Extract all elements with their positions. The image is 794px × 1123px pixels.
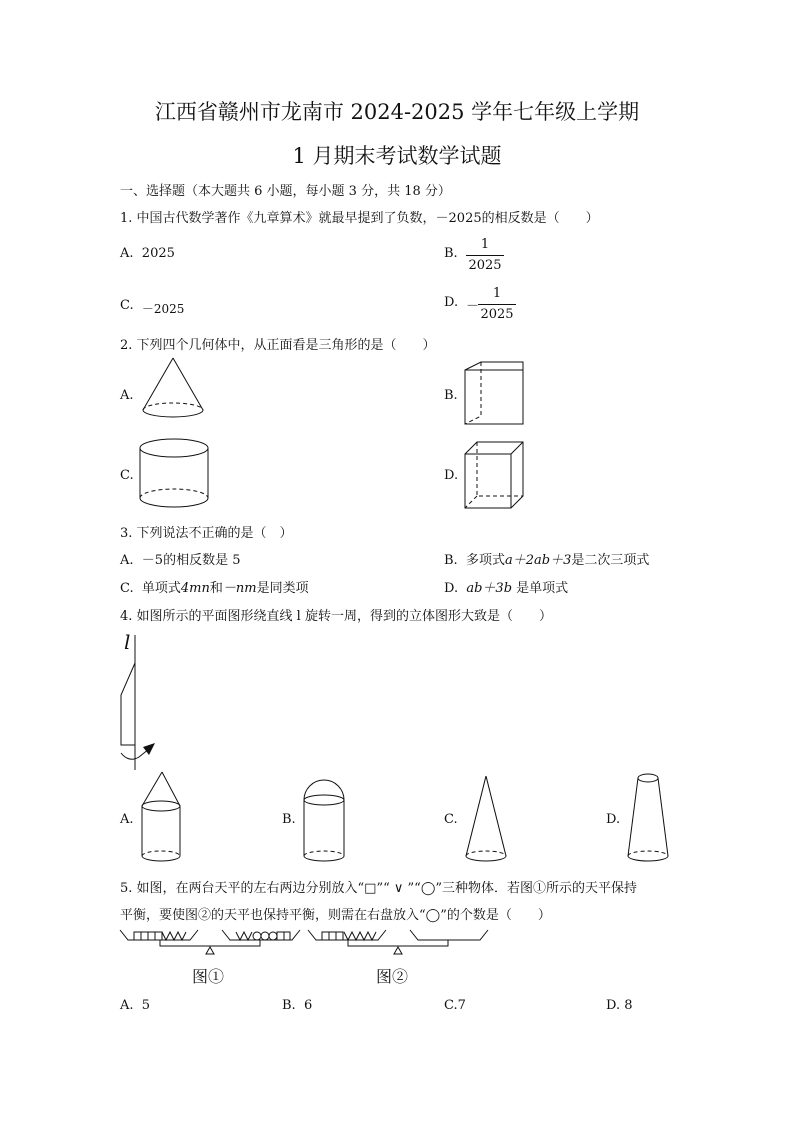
truncated-cone-figure xyxy=(626,772,672,864)
rotation-figure xyxy=(115,635,165,770)
hemisphere-on-cylinder-figure xyxy=(302,776,346,866)
q3-option-c xyxy=(120,577,309,596)
q1-option-a-text: 2025 xyxy=(141,246,175,261)
q1-option-a xyxy=(120,246,175,261)
q2-option-c-label: C. xyxy=(120,468,134,483)
q5-option-a xyxy=(120,998,150,1013)
q4-option-a-label: A. xyxy=(120,812,134,827)
q3-option-d-label: D. xyxy=(444,581,459,596)
page-subtitle: 1 月期末考试数学试题 xyxy=(292,144,502,168)
q1-option-b-label: B. xyxy=(444,246,458,261)
q3-stem: 3. 下列说法不正确的是（ ） xyxy=(120,526,293,541)
q5-stem-line2: 平衡，要使图②的天平也保持平衡，则需在右盘放入“◯”的个数是（ ） xyxy=(120,908,551,923)
cylinder-figure xyxy=(138,438,210,510)
q5-option-a-label: A. xyxy=(120,998,134,1013)
q1-option-c xyxy=(120,296,185,316)
q5-option-a-text: 5 xyxy=(141,998,151,1013)
q3-option-b-label: B. xyxy=(444,553,458,568)
q1-stem: 1. 中国古代数学著作《九章算术》就最早提到了负数，－2025的相反数是（ ） xyxy=(120,211,599,226)
q1-option-d-sign: － xyxy=(466,299,480,314)
q4-option-b-label: B. xyxy=(282,812,296,827)
q3-option-c-mid: 和 xyxy=(209,581,223,596)
q1-option-d-fraction xyxy=(478,285,516,324)
q4-stem: 4. 如图所示的平面图形绕直线 l 旋转一周，得到的立体图形大致是（ ） xyxy=(120,609,552,624)
q3-option-c-expr2: －nm xyxy=(222,581,257,596)
q4-option-d-label: D. xyxy=(606,812,621,827)
q3-option-b xyxy=(444,549,649,568)
fraction-numerator: 1 xyxy=(480,237,490,252)
q3-option-b-pre: 多项式 xyxy=(465,553,505,568)
q4-option-c-label: C. xyxy=(444,812,458,827)
q3-option-a-label: A. xyxy=(120,553,134,568)
q5-stem-line1: 5. 如图，在两台天平的左右两边分别放入“□”“ ∨ ”“◯”三种物体．若图①所示的天平保持 xyxy=(120,881,638,896)
q5-option-d xyxy=(606,998,633,1013)
q3-option-c-pre: 单项式 xyxy=(141,581,181,596)
q3-option-d xyxy=(444,577,568,596)
q2-option-b-label: B. xyxy=(444,388,458,403)
cone-on-cylinder-figure xyxy=(140,772,184,866)
q1-option-c-label: C. xyxy=(120,298,134,313)
q3-option-c-expr1: 4mn xyxy=(180,581,210,596)
q3-option-a-text: －5的相反数是 5 xyxy=(141,553,241,568)
fraction-bar xyxy=(478,304,516,305)
q3-option-d-post: 是单项式 xyxy=(512,581,569,596)
fig2-label: 图② xyxy=(376,967,409,986)
page-title: 江西省赣州市龙南市 2024-2025 学年七年级上学期 xyxy=(154,100,640,124)
q5-option-c-label: C. xyxy=(444,998,458,1013)
fraction-bar xyxy=(466,255,504,256)
section-heading: 一、选择题（本大题共 6 小题，每小题 3 分，共 18 分） xyxy=(120,184,451,199)
balance-figure-1 xyxy=(120,928,300,958)
q3-option-c-label: C. xyxy=(120,581,134,596)
q5-option-c xyxy=(444,998,466,1013)
fraction-denominator: 2025 xyxy=(480,307,514,322)
q2-option-d-label: D. xyxy=(444,468,459,483)
q5-option-d-text: 8 xyxy=(624,998,633,1013)
cube-figure xyxy=(463,440,527,512)
axis-label: l xyxy=(124,630,131,654)
q5-option-b-label: B. xyxy=(282,998,296,1013)
q3-option-b-expr: a＋2ab＋3 xyxy=(504,553,572,568)
q5-option-b xyxy=(282,998,312,1013)
balance-figure-2 xyxy=(308,928,488,958)
q5-option-b-text: 6 xyxy=(303,998,313,1013)
q1-option-b-fraction xyxy=(466,236,504,275)
cone-figure xyxy=(138,358,208,422)
q3-option-c-post: 是同类项 xyxy=(256,581,309,596)
fraction-numerator: 1 xyxy=(492,286,502,301)
triangular-prism-figure xyxy=(463,362,527,430)
q3-option-b-post: 是二次三项式 xyxy=(571,553,650,568)
q1-option-c-text: －2025 xyxy=(141,302,185,316)
fig1-label: 图① xyxy=(192,967,225,986)
q2-option-a-label: A. xyxy=(120,388,134,403)
q2-stem: 2. 下列四个几何体中，从正面看是三角形的是（ ） xyxy=(120,338,436,353)
q1-option-a-label: A. xyxy=(120,246,134,261)
tall-cone-figure xyxy=(464,776,510,864)
q3-option-a xyxy=(120,549,240,568)
q1-option-d-label: D. xyxy=(444,295,459,310)
fraction-denominator: 2025 xyxy=(468,258,502,273)
q5-option-d-label: D. xyxy=(606,998,621,1013)
q5-option-c-text: 7 xyxy=(457,998,466,1013)
q3-option-d-expr: ab＋3b xyxy=(466,581,513,596)
